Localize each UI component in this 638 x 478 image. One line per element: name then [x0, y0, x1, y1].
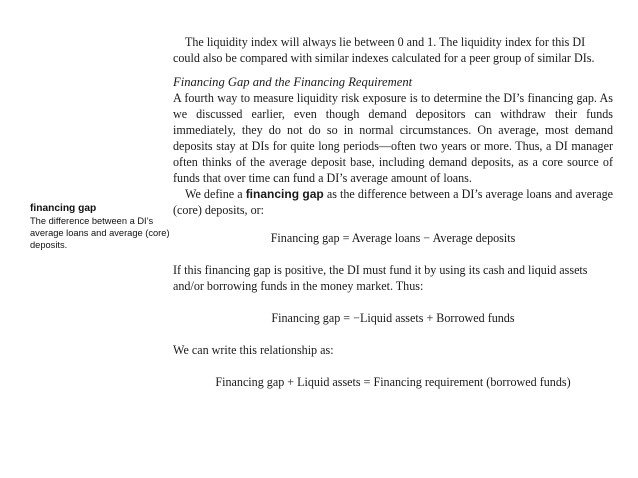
margin-glossary-note: [30, 203, 170, 251]
section-heading: Financing Gap and the Financing Requirement: [173, 75, 413, 89]
paragraph-definition: [173, 186, 613, 218]
equation-financing-requirement: Financing gap + Liquid assets = Financing requirement (borrowed funds): [215, 375, 571, 389]
glossary-definition: The difference between a DI’s average loans and average (core) deposits.: [30, 216, 170, 250]
definition-lead-text: We define a: [185, 187, 243, 201]
paragraph-positive-gap: If this financing gap is positive, the DI must fund it by using its cash and liquid assets and/or borrowing funds in the money market. Thus:: [173, 263, 588, 293]
definition-rest-text: as the difference between a DI’s average loans and average (core) deposits, or:: [173, 187, 613, 217]
paragraph-liquidity-index: The liquidity index will always lie between 0 and 1. The liquidity index for this DI could also be compared with similar indexes calculated for a peer group of similar DIs.: [173, 35, 595, 65]
main-text-column: [173, 34, 613, 390]
paragraph-relationship: We can write this relationship as:: [173, 343, 334, 357]
glossary-term: financing gap: [30, 203, 97, 214]
paragraph-financing-gap-intro: A fourth way to measure liquidity risk exposure is to determine the DI’s financing gap. As we discussed earlier, even though demand depositors can withdraw their funds immediately, they do not do so in normal circumstances. On average, most demand deposits stay at DIs for quite long periods—often two years or more. Thus, a DI manager often thinks of the average deposit base, including demand deposits, as a core source of funds that over time can fund a DI’s average amount of loans.: [173, 91, 613, 185]
equation-liquid-assets-borrowed-funds: Financing gap = −Liquid assets + Borrowed funds: [271, 311, 515, 325]
equation-financing-gap: Financing gap = Average loans − Average deposits: [270, 231, 516, 245]
financing-gap-term: financing gap: [245, 187, 324, 201]
